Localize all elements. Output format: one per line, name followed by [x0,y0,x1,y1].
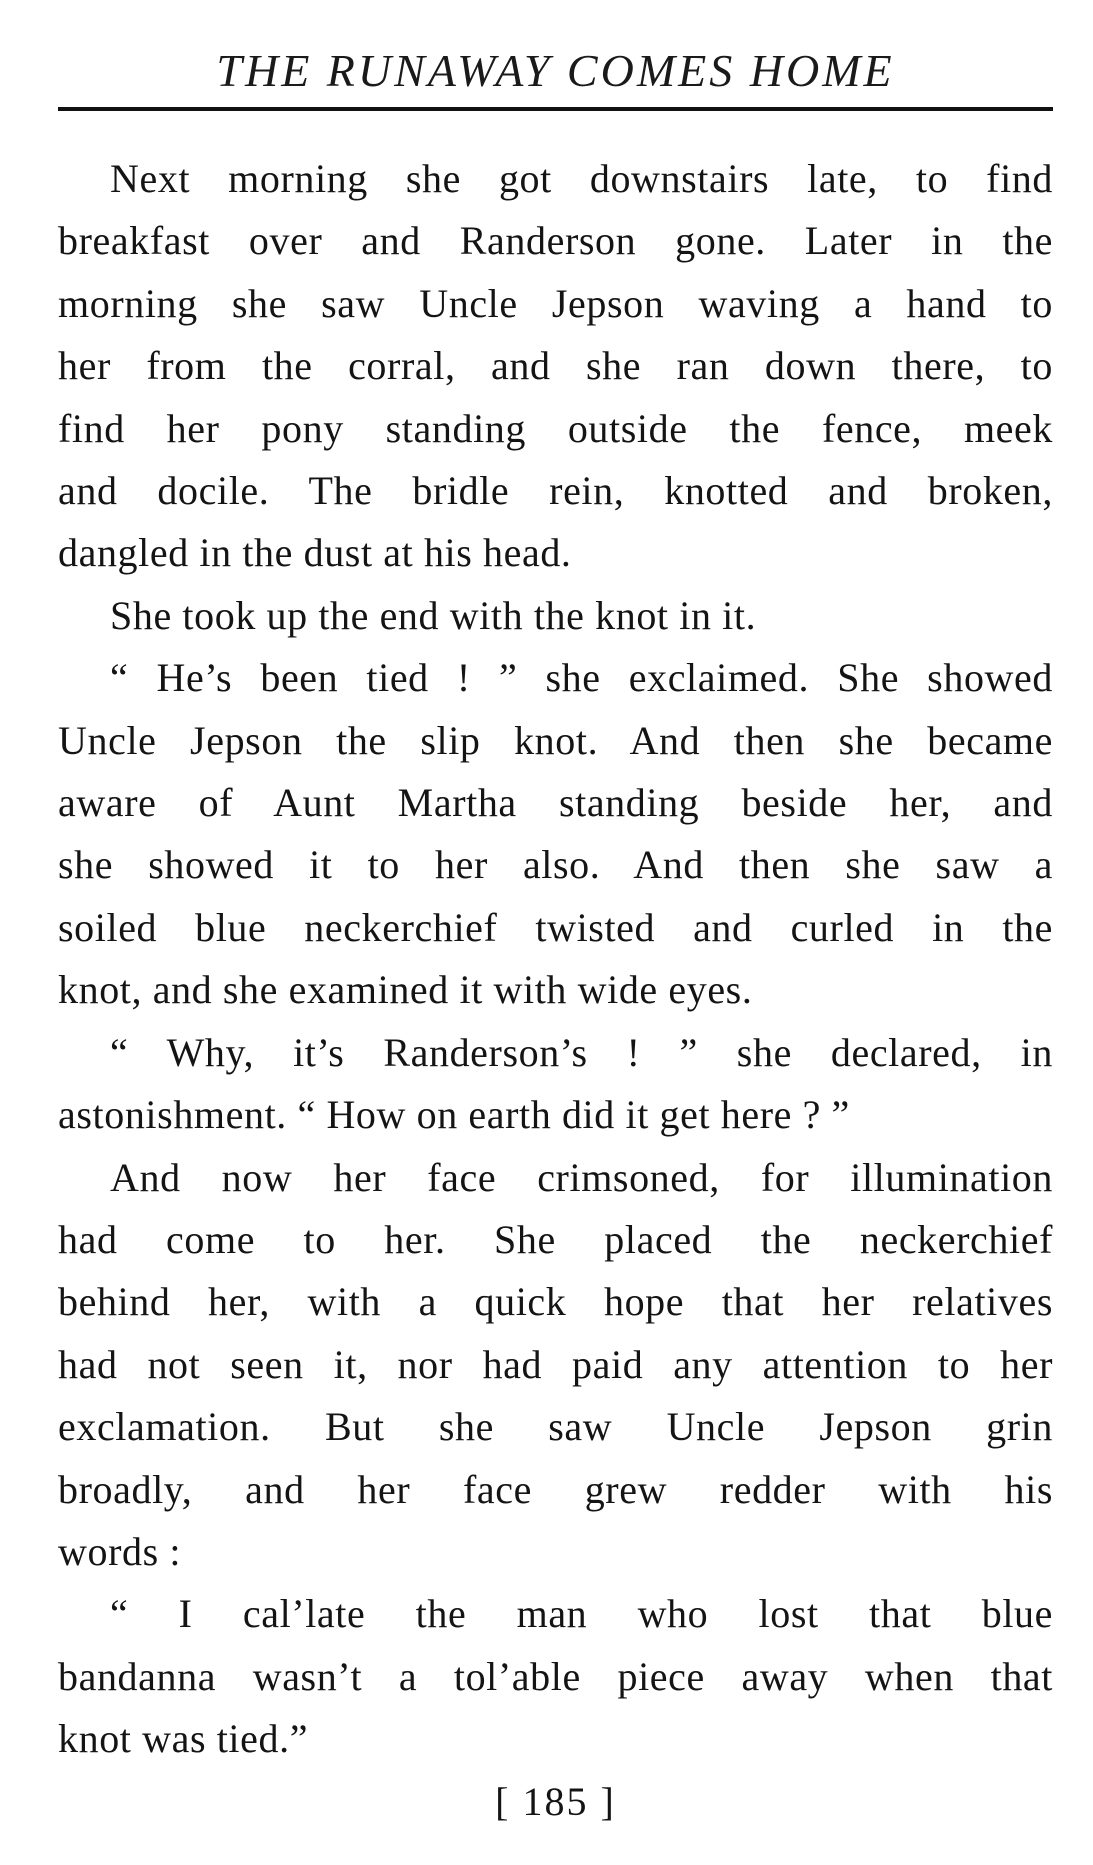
paragraph [58,647,1053,1021]
paragraph [58,1022,1053,1147]
book-page [58,0,1053,1865]
text-line: broadly, and her face grew redder with his [58,1466,1053,1512]
text-line: And now her face crimsoned, for illumination [110,1154,1053,1200]
running-head: THE RUNAWAY COMES HOME [216,45,895,96]
text-line: had come to her. She placed the neckerchief [58,1216,1053,1262]
text-line: aware of Aunt Martha standing beside her, and [58,780,1053,826]
text-line: “ I cal’late the man who lost that blue [110,1591,1053,1637]
text-line: bandanna wasn’t a tol’able piece away when that [58,1653,1053,1699]
text-line: “ He’s been tied ! ” she exclaimed. She showed [110,655,1053,701]
text-line: Next morning she got downstairs late, to find [110,156,1053,201]
text-line: dangled in the dust at his head. [58,530,572,576]
text-line: “ Why, it’s Randerson’s ! ” she declared, in [110,1029,1053,1075]
paragraph [58,585,1053,647]
text-line: exclamation. But she saw Uncle Jepson grin [58,1404,1053,1450]
text-line: She took up the end with the knot in it. [110,592,757,638]
text-line: Uncle Jepson the slip knot. And then she became [58,717,1053,763]
paragraph [58,1147,1053,1584]
text-line: find her pony standing outside the fence, meek [58,405,1053,451]
page-number: [ 185 ] [495,1779,616,1824]
text-line: her from the corral, and she ran down there, to [58,343,1053,389]
text-line: behind her, with a quick hope that her relatives [58,1279,1053,1325]
text-line: astonishment. “ How on earth did it get here ? ” [58,1092,850,1138]
text-line: soiled blue neckerchief twisted and curled in the [58,904,1053,950]
text-line: and docile. The bridle rein, knotted and broken, [58,468,1053,514]
body-text [58,148,1053,1771]
text-line: she showed it to her also. And then she saw a [58,842,1053,888]
paragraph [58,1583,1053,1770]
text-line: morning she saw Uncle Jepson waving a hand to [58,280,1053,326]
text-line: words : [58,1528,182,1574]
text-line: breakfast over and Randerson gone. Later in the [58,218,1053,264]
text-line: knot, and she examined it with wide eyes. [58,967,753,1013]
text-line: had not seen it, nor had paid any attention to her [58,1341,1053,1387]
text-line: knot was tied.” [58,1716,309,1762]
header-rule [58,107,1053,111]
paragraph [58,148,1053,585]
